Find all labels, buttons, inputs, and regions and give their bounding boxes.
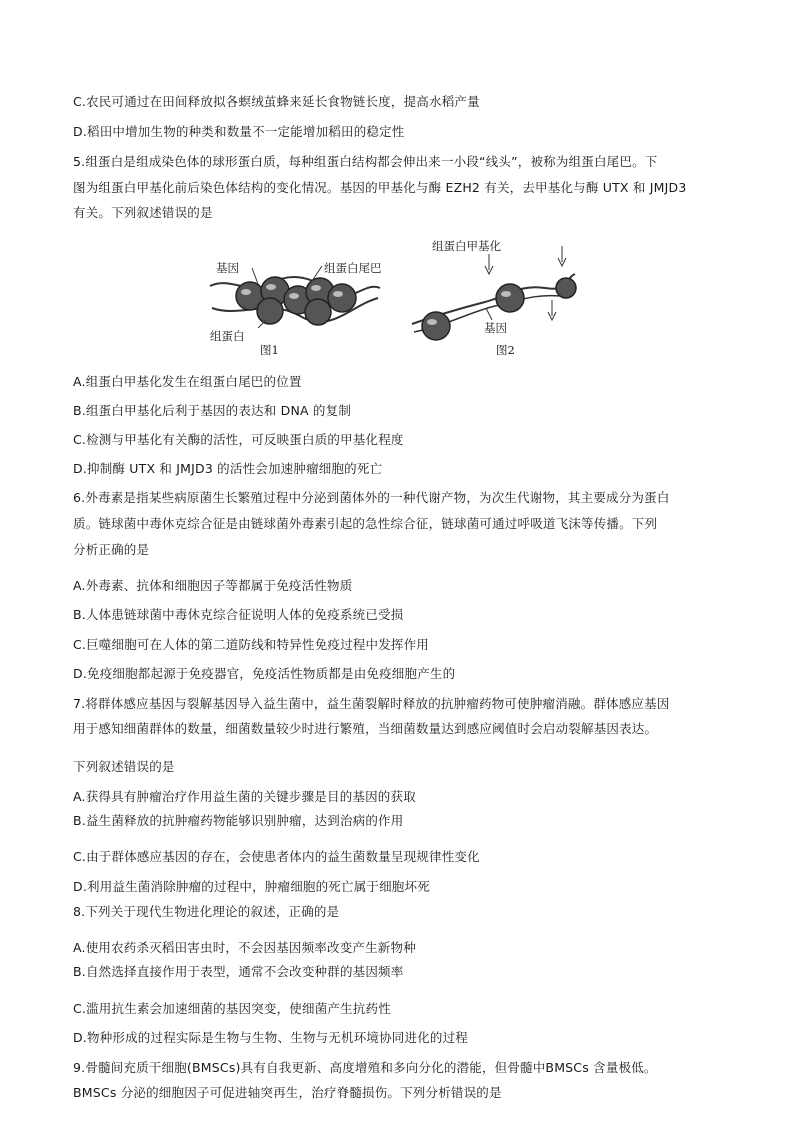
q5-stem-line-1: 5.组蛋白是组成染色体的球形蛋白质，每种组蛋白结构都会伸出来一小段“线头”，被称为组蛋白尾巴。下 — [73, 154, 658, 169]
q5-option-b: B.组蛋白甲基化后利于基因的表达和 DNA 的复制 — [73, 403, 352, 418]
q4-option-d: D.稻田中增加生物的种类和数量不一定能增加稻田的稳定性 — [73, 124, 405, 139]
q6-option-a: A.外毒素、抗体和细胞因子等都属于免疫活性物质 — [73, 578, 353, 593]
fig1-tail-label: 组蛋白尾巴 — [324, 261, 382, 275]
q7-stem-line-2: 用于感知细菌群体的数量，细菌数量较少时进行繁殖，当细菌数量达到感应阈值时会启动裂解基因表达。 — [73, 721, 658, 736]
q5-stem-line-2: 图为组蛋白甲基化前后染色体结构的变化情况。基因的甲基化与酶 EZH2 有关，去甲基化与酶 UTX 和 JMJD3 — [73, 180, 687, 195]
fig2-gene-label: 基因 — [484, 321, 507, 335]
q7-stem-line-3: 下列叙述错误的是 — [73, 759, 175, 774]
chromatin-figure — [200, 236, 580, 362]
chromatin-diagram — [200, 236, 580, 362]
q7-option-a: A.获得具有肿瘤治疗作用益生菌的关键步骤是目的基因的获取 — [73, 789, 416, 804]
q8-option-d: D.物种形成的过程实际是生物与生物、生物与无机环境协同进化的过程 — [73, 1030, 468, 1045]
q8-option-c: C.滥用抗生素会加速细菌的基因突变，使细菌产生抗药性 — [73, 1001, 391, 1016]
q6-stem-line-2: 质。链球菌中毒休克综合征是由链球菌外毒素引起的急性综合征，链球菌可通过呼吸道飞沫等传播。下列 — [73, 516, 658, 531]
q6-option-c: C.巨噬细胞可在人体的第二道防线和特异性免疫过程中发挥作用 — [73, 637, 430, 652]
q5-option-a: A.组蛋白甲基化发生在组蛋白尾巴的位置 — [73, 374, 302, 389]
fig2-methylation-label: 组蛋白甲基化 — [432, 239, 501, 253]
fig1-gene-label: 基因 — [216, 261, 239, 275]
q5-option-c: C.检测与甲基化有关酶的活性，可反映蛋白质的甲基化程度 — [73, 432, 404, 447]
fig1-histone-label: 组蛋白 — [210, 329, 245, 343]
q9-stem-line-2: BMSCs 分泌的细胞因子可促进轴突再生，治疗脊髓损伤。下列分析错误的是 — [73, 1085, 502, 1100]
q7-stem-line-1: 7.将群体感应基因与裂解基因导入益生菌中，益生菌裂解时释放的抗肿瘤药物可使肿瘤消融。群体感应基因 — [73, 696, 670, 711]
q8-option-b: B.自然选择直接作用于表型，通常不会改变种群的基因频率 — [73, 964, 404, 979]
q6-stem-line-3: 分析正确的是 — [73, 542, 150, 557]
q7-option-c: C.由于群体感应基因的存在，会使患者体内的益生菌数量呈现规律性变化 — [73, 849, 480, 864]
q5-option-d: D.抑制酶 UTX 和 JMJD3 的活性会加速肿瘤细胞的死亡 — [73, 461, 383, 476]
fig1-caption: 图1 — [260, 343, 279, 357]
fig2-arrows — [485, 246, 566, 320]
q9-stem-line-1: 9.骨髓间充质干细胞(BMSCs)具有自我更新、高度增殖和多向分化的潜能，但骨髓中BMSCs 含量极低。 — [73, 1060, 657, 1075]
q6-option-b: B.人体患链球菌中毒休克综合征说明人体的免疫系统已受损 — [73, 607, 404, 622]
q8-option-a: A.使用农药杀灭稻田害虫时，不会因基因频率改变产生新物种 — [73, 940, 416, 955]
fig2-caption: 图2 — [496, 343, 515, 357]
q8-stem: 8.下列关于现代生物进化理论的叙述，正确的是 — [73, 904, 340, 919]
q5-stem-line-3: 有关。下列叙述错误的是 — [73, 205, 213, 220]
q7-option-d: D.利用益生菌消除肿瘤的过程中，肿瘤细胞的死亡属于细胞坏死 — [73, 879, 430, 894]
q6-option-d: D.免疫细胞都起源于免疫器官，免疫活性物质都是由免疫细胞产生的 — [73, 666, 456, 681]
q6-stem-line-1: 6.外毒素是指某些病原菌生长繁殖过程中分泌到菌体外的一种代谢产物，为次生代谢物，其主要成分为蛋白 — [73, 490, 670, 505]
q7-option-b: B.益生菌释放的抗肿瘤药物能够识别肿瘤，达到治病的作用 — [73, 813, 404, 828]
q4-option-c: C.农民可通过在田间释放拟各螟绒茧蜂来延长食物链长度，提高水稻产量 — [73, 94, 480, 109]
